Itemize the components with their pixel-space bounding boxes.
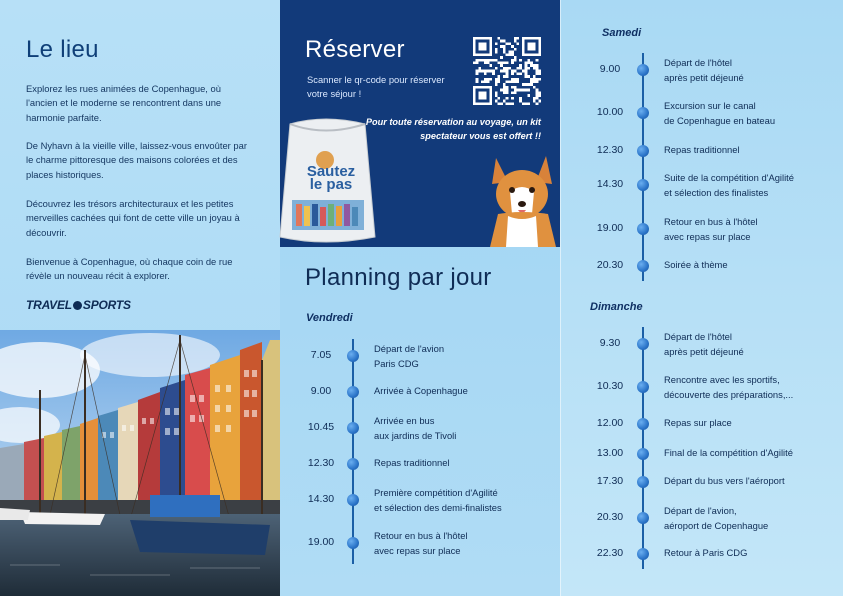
event-description-line: après petit déjeuné	[664, 71, 744, 83]
event-description	[374, 456, 524, 471]
lieu-title: Le lieu	[26, 36, 99, 63]
timeline-dot-icon	[637, 448, 649, 460]
event-description-line: Départ de l'hôtel	[664, 57, 732, 68]
reserve-offer: Pour toute réservation au voyage, un kit spectateur vous est offert !!	[365, 117, 541, 141]
event-time: 12.00	[596, 417, 624, 429]
event-description-line: Départ de l'avion	[374, 343, 445, 354]
event-time: 12.30	[307, 457, 335, 469]
event-description-line: et sélection des finalistes	[664, 186, 769, 198]
timeline-dot-icon	[637, 223, 649, 235]
event-time: 22.30	[596, 547, 624, 559]
event-description-line: Arrivée en bus	[374, 415, 435, 426]
event-time: 14.30	[596, 178, 624, 190]
event-description-line: Départ de l'avion,	[664, 505, 737, 516]
event-time: 12.30	[596, 144, 624, 156]
timeline-dot-icon	[637, 548, 649, 560]
timeline-dot-icon	[347, 494, 359, 506]
corgi-dog-icon	[486, 152, 560, 247]
event-description	[374, 529, 524, 558]
event-description	[374, 414, 524, 443]
event-time: 20.30	[596, 259, 624, 271]
event-description	[664, 504, 814, 533]
reserve-title: Réserver	[305, 36, 405, 63]
event-description	[664, 171, 814, 200]
timeline-dot-icon	[347, 537, 359, 549]
lieu-paragraph-1: Explorez les rues animées de Copenhague, où l'ancien et le moderne se rencontrent dans une harmonie parfaite.	[26, 83, 222, 123]
timeline-dot-icon	[637, 64, 649, 76]
event-time: 19.00	[596, 222, 624, 234]
event-description	[664, 546, 814, 561]
event-time: 10.45	[307, 421, 335, 433]
event-description	[374, 384, 524, 399]
event-description-line: avec repas sur place	[374, 544, 461, 556]
event-description-line: Suite de la compétition d'Agilité	[664, 172, 794, 183]
day-label-samedi: Samedi	[602, 27, 642, 39]
event-time: 10.30	[596, 380, 624, 392]
event-description-line: Retour en bus à l'hôtel	[374, 530, 468, 541]
event-description	[664, 56, 814, 85]
event-description	[374, 486, 524, 515]
event-description-line: Arrivée à Copenhague	[374, 385, 468, 396]
timeline-line	[352, 339, 354, 564]
event-description-line: Final de la compétition d'Agilité	[664, 447, 793, 458]
event-description-line: découverte des préparations,...	[664, 388, 794, 400]
event-description-line: Soirée à thème	[664, 259, 728, 270]
event-time: 10.00	[596, 106, 624, 118]
timeline-dot-icon	[347, 422, 359, 434]
event-description	[664, 416, 814, 431]
event-description-line: Rencontre avec les sportifs,	[664, 374, 780, 385]
timeline-dot-icon	[637, 381, 649, 393]
panel-le-lieu	[0, 0, 280, 596]
timeline-dot-icon	[347, 458, 359, 470]
event-time: 9.00	[310, 385, 332, 397]
timeline-dot-icon	[637, 107, 649, 119]
event-description-line: après petit déjeuné	[664, 345, 744, 357]
event-description-line: Départ du bus vers l'aéroport	[664, 475, 785, 486]
event-description	[664, 99, 814, 128]
event-description-line: Retour à Paris CDG	[664, 547, 748, 558]
timeline-dot-icon	[637, 179, 649, 191]
event-description-line: aux jardins de Tivoli	[374, 429, 457, 441]
timeline-dot-icon	[637, 476, 649, 488]
day-label-dimanche: Dimanche	[590, 301, 643, 313]
event-description-line: Première compétition d'Agilité	[374, 487, 498, 498]
event-description	[664, 215, 814, 244]
planning-title: Planning par jour	[305, 264, 492, 291]
event-description	[664, 143, 814, 158]
lieu-paragraph-3: Découvrez les trésors architecturaux et les petites merveilles cachées qui font de cette ville un joyau à découvrir.	[26, 198, 240, 238]
event-description	[664, 474, 814, 489]
event-description-line: Excursion sur le canal	[664, 100, 756, 111]
timeline-dot-icon	[637, 418, 649, 430]
day-label-vendredi: Vendredi	[306, 312, 353, 324]
event-time: 14.30	[307, 493, 335, 505]
lieu-paragraph-2: De Nyhavn à la vieille ville, laissez-vous envoûter par le charme pittoresque des maisons colorées et des places historiques.	[26, 140, 247, 180]
event-description-line: avec repas sur place	[664, 230, 751, 242]
event-description-line: Retour en bus à l'hôtel	[664, 216, 758, 227]
event-description-line: Repas sur place	[664, 417, 732, 428]
event-description-line: et sélection des demi-finalistes	[374, 501, 502, 513]
event-description	[664, 258, 814, 273]
event-time: 17.30	[596, 475, 624, 487]
event-description	[664, 330, 814, 359]
event-time: 9.30	[599, 337, 621, 349]
event-description-line: Repas traditionnel	[374, 457, 450, 468]
event-description	[664, 373, 814, 402]
bag-brand: Sautez le pas	[306, 163, 356, 193]
event-time: 7.05	[310, 349, 332, 361]
event-description	[374, 342, 524, 371]
event-time: 9.00	[599, 63, 621, 75]
event-time: 13.00	[596, 447, 624, 459]
event-description-line: de Copenhague en bateau	[664, 114, 776, 126]
timeline-dot-icon	[637, 338, 649, 350]
timeline-dot-icon	[347, 350, 359, 362]
ball-icon	[73, 301, 82, 310]
travel-sports-logo: TRAVEL SPORTS	[26, 298, 131, 312]
reservation-qr-code[interactable]	[473, 37, 541, 105]
event-description-line: Repas traditionnel	[664, 144, 740, 155]
event-time: 20.30	[596, 511, 624, 523]
event-description-line: Départ de l'hôtel	[664, 331, 732, 342]
reserve-instructions: Scanner le qr-code pour réserver votre séjour !	[307, 74, 445, 99]
lieu-paragraph-4: Bienvenue à Copenhague, où chaque coin de rue révèle un nouveau récit à explorer.	[26, 256, 233, 282]
timeline-dot-icon	[347, 386, 359, 398]
nyhavn-photo	[0, 330, 280, 596]
event-time: 19.00	[307, 536, 335, 548]
event-description-line: aéroport de Copenhague	[664, 519, 769, 531]
timeline-dot-icon	[637, 145, 649, 157]
timeline-dot-icon	[637, 512, 649, 524]
event-description	[664, 446, 814, 461]
timeline-line	[642, 53, 644, 281]
timeline-dot-icon	[637, 260, 649, 272]
event-description-line: Paris CDG	[374, 357, 419, 369]
